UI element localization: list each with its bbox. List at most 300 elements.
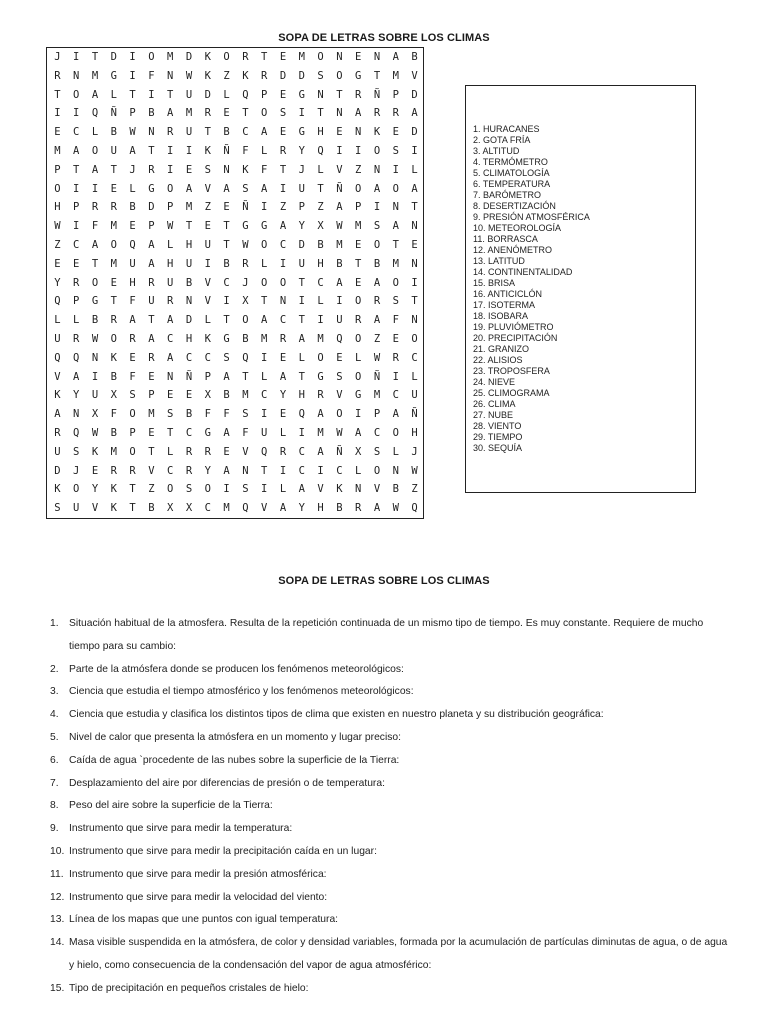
grid-letter: L	[355, 351, 362, 364]
grid-letter: W	[373, 351, 381, 364]
clue-number: 5.	[50, 731, 59, 743]
grid-letter: I	[355, 145, 362, 157]
grid-letter: Z	[279, 201, 287, 214]
grid-letter: R	[279, 445, 287, 458]
grid-letter: R	[185, 445, 193, 458]
grid-letter: E	[223, 445, 230, 458]
grid-letter: V	[373, 483, 381, 496]
grid-letter: I	[279, 182, 287, 195]
grid-letter: C	[392, 389, 399, 402]
grid-letter: T	[167, 88, 174, 101]
grid-letter: I	[261, 408, 268, 421]
grid-letter: D	[279, 69, 287, 82]
grid-letter: E	[392, 333, 399, 345]
word-list-item: 1. HURACANES	[473, 124, 540, 134]
grid-letter: K	[204, 69, 211, 82]
grid-letter: E	[91, 464, 99, 477]
clue-item	[50, 841, 730, 864]
grid-letter: A	[223, 370, 230, 383]
grid-letter: H	[317, 502, 324, 515]
grid-letter: X	[110, 389, 117, 402]
grid-letter: E	[279, 408, 287, 421]
grid-letter: P	[167, 201, 174, 214]
grid-letter: S	[373, 445, 381, 458]
grid-letter: B	[223, 257, 230, 270]
grid-letter: N	[336, 107, 343, 120]
grid-letter: A	[129, 314, 136, 327]
grid-letter: V	[242, 445, 249, 458]
clue-text: Tipo de precipitación en pequeños cristales de hielo:	[69, 982, 309, 994]
grid-letter: M	[392, 257, 399, 270]
grid-letter: K	[110, 351, 117, 364]
grid-letter: K	[110, 502, 117, 515]
grid-row	[47, 67, 423, 86]
grid-letter: I	[204, 257, 211, 270]
grid-letter: I	[73, 51, 80, 63]
grid-letter: A	[355, 427, 362, 439]
grid-letter: T	[148, 314, 155, 327]
grid-letter: C	[261, 389, 268, 402]
grid-letter: E	[54, 257, 61, 270]
clue-text: Ciencia que estudia y clasifica los distintos tipos de clima que existen en nuestro planeta y su distribución geográfica:	[69, 709, 604, 721]
clue-number: 15.	[50, 982, 65, 994]
grid-letter: W	[167, 220, 174, 233]
page-title: SOPA DE LETRAS SOBRE LOS CLIMAS	[278, 32, 490, 44]
grid-letter: I	[261, 483, 268, 496]
grid-letter: W	[336, 427, 343, 439]
grid-letter: E	[129, 351, 136, 364]
grid-letter: I	[129, 51, 136, 63]
grid-letter: P	[148, 220, 155, 233]
grid-letter: N	[279, 295, 287, 308]
grid-letter: O	[167, 483, 174, 496]
grid-letter: S	[242, 408, 249, 421]
grid-letter: H	[185, 333, 193, 345]
grid-letter: Y	[54, 276, 61, 289]
grid-letter: C	[73, 239, 80, 251]
word-list-item: 6. TEMPERATURA	[473, 179, 551, 189]
grid-letter: Z	[355, 163, 362, 176]
grid-letter: S	[185, 483, 193, 496]
grid-letter: M	[185, 201, 193, 214]
grid-letter: R	[392, 107, 399, 120]
grid-letter: T	[261, 295, 268, 308]
grid-letter: Y	[279, 389, 287, 402]
grid-letter: L	[167, 239, 174, 251]
grid-letter: H	[129, 276, 136, 289]
grid-letter: D	[110, 51, 117, 63]
grid-letter: G	[110, 69, 117, 82]
word-list-item: 27. NUBE	[473, 410, 514, 420]
grid-letter: M	[185, 107, 193, 120]
grid-letter: O	[110, 333, 117, 345]
grid-letter: R	[129, 333, 136, 345]
grid-letter: V	[317, 483, 324, 496]
grid-letter: N	[167, 69, 174, 82]
grid-letter: A	[411, 182, 418, 195]
grid-letter: T	[91, 51, 99, 63]
grid-row	[47, 86, 423, 105]
grid-letter: B	[336, 257, 343, 270]
grid-letter: A	[373, 502, 381, 515]
word-list-item: 10. METEOROLOGÍA	[473, 223, 562, 233]
grid-letter: R	[279, 333, 287, 345]
grid-letter: I	[317, 314, 324, 327]
grid-letter: I	[279, 257, 287, 270]
grid-letter: L	[167, 445, 174, 458]
grid-letter: N	[392, 201, 399, 214]
grid-letter: L	[279, 427, 287, 439]
grid-letter: V	[148, 464, 155, 477]
grid-letter: H	[167, 257, 174, 270]
grid-letter: I	[223, 483, 230, 496]
grid-row	[47, 48, 423, 67]
grid-letter: I	[73, 182, 80, 195]
word-list-item: 2. GOTA FRÍA	[473, 135, 531, 145]
clue-number: 3.	[50, 686, 59, 698]
grid-letter: A	[185, 182, 193, 195]
grid-letter: A	[148, 239, 155, 251]
grid-letter: I	[148, 88, 155, 101]
clue-list	[50, 613, 730, 1001]
grid-letter: T	[411, 201, 418, 214]
grid-letter: I	[185, 145, 193, 157]
grid-letter: O	[261, 276, 268, 289]
grid-letter: Ñ	[223, 145, 230, 157]
grid-letter: Q	[242, 502, 249, 515]
grid-letter: E	[73, 257, 80, 270]
grid-letter: Z	[317, 201, 324, 214]
grid-letter: E	[148, 427, 155, 439]
grid-row	[47, 161, 423, 180]
grid-letter: R	[242, 257, 249, 270]
grid-letter: E	[411, 239, 418, 251]
grid-letter: D	[298, 239, 305, 251]
grid-letter: C	[167, 333, 174, 345]
grid-letter: K	[54, 483, 61, 496]
grid-letter: I	[91, 182, 99, 195]
grid-letter: M	[373, 389, 381, 402]
grid-row	[47, 217, 423, 236]
word-list-item: 18. ISOBARA	[473, 311, 529, 321]
grid-letter: J	[129, 163, 136, 176]
word-list-item: 15. BRISA	[473, 278, 516, 288]
grid-letter: K	[204, 145, 211, 157]
word-list-item: 29. TIEMPO	[473, 432, 523, 442]
clue-text: Parte de la atmósfera donde se producen los fenómenos meteorológicos:	[69, 663, 404, 675]
grid-letter: T	[148, 445, 155, 458]
grid-letter: T	[223, 220, 230, 233]
grid-letter: C	[411, 351, 418, 364]
grid-letter: J	[54, 51, 61, 63]
grid-letter: N	[411, 314, 418, 327]
grid-letter: T	[110, 295, 117, 308]
grid-letter: C	[204, 351, 211, 364]
grid-letter: E	[279, 126, 287, 139]
grid-letter: T	[317, 182, 324, 195]
grid-letter: K	[204, 333, 211, 345]
grid-letter: N	[91, 351, 99, 364]
grid-letter: O	[91, 276, 99, 289]
grid-letter: A	[148, 257, 155, 270]
grid-letter: S	[204, 163, 211, 176]
grid-letter: D	[185, 51, 193, 63]
clue-text: Caída de agua `procedente de las nubes sobre la superficie de la Tierra:	[69, 754, 400, 766]
grid-letter: H	[54, 201, 61, 214]
grid-letter: V	[204, 295, 211, 308]
grid-letter: T	[129, 502, 136, 515]
grid-letter: L	[411, 163, 418, 176]
grid-letter: V	[91, 502, 99, 515]
grid-letter: T	[223, 239, 230, 251]
word-list	[473, 124, 590, 454]
grid-row	[47, 180, 423, 199]
grid-letter: W	[336, 220, 343, 233]
clue-item	[50, 978, 730, 1001]
grid-letter: M	[317, 333, 324, 345]
grid-letter: L	[298, 351, 305, 364]
word-list-item: 16. ANTICICLÓN	[473, 289, 543, 299]
grid-letter: O	[261, 239, 268, 251]
clue-number: 11.	[50, 868, 64, 880]
grid-letter: W	[242, 239, 249, 251]
grid-letter: Ñ	[336, 445, 343, 458]
grid-letter: V	[204, 182, 211, 195]
word-list-item: 13. LATITUD	[473, 256, 525, 266]
grid-letter: O	[317, 51, 324, 63]
grid-letter: S	[392, 295, 399, 308]
grid-letter: T	[336, 88, 343, 101]
grid-letter: B	[373, 257, 381, 270]
grid-letter: L	[261, 145, 268, 157]
clue-number: 9.	[50, 823, 59, 835]
grid-letter: Q	[129, 239, 136, 251]
grid-letter: O	[204, 483, 211, 496]
grid-letter: E	[223, 201, 230, 214]
grid-letter: I	[54, 107, 61, 120]
word-list-item: 24. NIEVE	[473, 377, 516, 387]
grid-letter: Z	[54, 239, 61, 251]
grid-letter: T	[91, 257, 99, 270]
grid-letter: B	[110, 126, 117, 139]
grid-letter: E	[167, 389, 174, 402]
grid-letter: A	[373, 182, 381, 195]
grid-letter: X	[204, 389, 211, 402]
grid-letter: W	[54, 220, 61, 233]
clue-text: Instrumento que sirve para medir la precipitación caída en un lugar:	[69, 845, 377, 857]
grid-letter: A	[392, 51, 399, 63]
grid-letter: Q	[73, 427, 80, 439]
clue-number: 10.	[50, 845, 65, 857]
grid-letter: I	[298, 107, 305, 120]
grid-letter: K	[242, 163, 249, 176]
grid-letter: N	[148, 126, 155, 139]
grid-letter: Z	[204, 201, 211, 214]
grid-letter: D	[411, 126, 418, 139]
grid-letter: F	[110, 408, 117, 421]
grid-letter: M	[336, 239, 343, 251]
word-list-item: 22. ALISIOS	[473, 355, 523, 365]
grid-letter: O	[129, 445, 136, 458]
grid-row	[47, 424, 423, 443]
grid-letter: W	[185, 69, 193, 82]
grid-letter: O	[373, 464, 381, 477]
grid-letter: J	[298, 163, 305, 176]
grid-letter: R	[279, 145, 287, 157]
grid-letter: O	[355, 370, 362, 383]
grid-letter: R	[148, 351, 155, 364]
grid-letter: I	[373, 201, 381, 214]
grid-letter: I	[298, 295, 305, 308]
clue-item	[50, 659, 730, 682]
grid-letter: J	[73, 464, 80, 477]
word-search-grid	[46, 47, 424, 519]
grid-letter: I	[298, 427, 305, 439]
word-list-item: 26. CLIMA	[473, 399, 516, 409]
grid-letter: U	[185, 257, 193, 270]
grid-letter: H	[185, 239, 193, 251]
grid-letter: T	[373, 69, 381, 82]
grid-letter: A	[317, 445, 324, 458]
grid-letter: M	[54, 145, 61, 157]
grid-letter: N	[373, 163, 381, 176]
grid-letter: G	[355, 389, 362, 402]
grid-letter: C	[317, 276, 324, 289]
grid-letter: T	[411, 295, 418, 308]
grid-letter: H	[411, 427, 418, 439]
grid-letter: I	[392, 370, 399, 383]
grid-letter: N	[392, 464, 399, 477]
grid-letter: P	[373, 408, 381, 421]
section-title: SOPA DE LETRAS SOBRE LOS CLIMAS	[278, 575, 490, 587]
grid-letter: A	[73, 370, 80, 383]
grid-letter: T	[279, 163, 287, 176]
grid-letter: I	[279, 464, 287, 477]
grid-letter: D	[54, 464, 61, 477]
grid-letter: A	[355, 107, 362, 120]
clue-item	[50, 750, 730, 773]
clue-number: 6.	[50, 754, 59, 766]
grid-letter: U	[73, 502, 80, 515]
clue-item	[50, 681, 730, 704]
word-list-item: 11. BORRASCA	[473, 234, 538, 244]
clue-text: Peso del aire sobre la superficie de la Tierra:	[69, 800, 273, 812]
grid-letter: M	[242, 389, 249, 402]
grid-letter: T	[148, 145, 155, 157]
grid-letter: L	[261, 370, 268, 383]
word-list-item: 25. CLIMOGRAMA	[473, 388, 550, 398]
grid-letter: Q	[73, 351, 80, 364]
grid-letter: K	[54, 389, 61, 402]
grid-row	[47, 386, 423, 405]
grid-letter: N	[411, 220, 418, 233]
grid-letter: P	[392, 88, 399, 101]
grid-letter: R	[373, 295, 381, 308]
grid-letter: L	[317, 295, 324, 308]
grid-letter: T	[298, 314, 305, 327]
grid-letter: N	[355, 483, 362, 496]
grid-letter: R	[148, 163, 155, 176]
grid-letter: B	[129, 201, 136, 214]
grid-letter: T	[167, 427, 174, 439]
grid-letter: Z	[373, 333, 381, 345]
grid-letter: U	[167, 276, 174, 289]
grid-letter: N	[336, 51, 343, 63]
grid-letter: G	[91, 295, 99, 308]
word-list-item: 12. ANENÓMETRO	[473, 245, 553, 255]
grid-letter: X	[355, 445, 362, 458]
grid-letter: M	[392, 69, 399, 82]
grid-letter: L	[279, 483, 287, 496]
grid-letter: Q	[261, 445, 268, 458]
grid-letter: A	[223, 427, 230, 439]
grid-letter: I	[261, 201, 268, 214]
grid-letter: O	[73, 483, 80, 496]
grid-letter: F	[223, 408, 230, 421]
grid-letter: F	[242, 427, 249, 439]
grid-letter: G	[223, 333, 230, 345]
grid-letter: G	[355, 69, 362, 82]
word-list-item: 14. CONTINENTALIDAD	[473, 267, 573, 277]
grid-letter: P	[129, 107, 136, 120]
grid-letter: F	[204, 408, 211, 421]
grid-letter: I	[336, 145, 343, 157]
grid-letter: U	[261, 427, 268, 439]
grid-letter: B	[223, 389, 230, 402]
grid-letter: O	[148, 51, 155, 63]
grid-letter: C	[373, 427, 381, 439]
grid-letter: W	[91, 427, 99, 439]
grid-letter: E	[223, 107, 230, 120]
grid-letter: O	[110, 239, 117, 251]
grid-letter: V	[54, 370, 61, 383]
grid-letter: D	[204, 88, 211, 101]
clue-item	[50, 932, 730, 978]
grid-letter: R	[148, 276, 155, 289]
grid-letter: A	[148, 333, 155, 345]
grid-letter: L	[261, 257, 268, 270]
grid-letter: C	[185, 351, 193, 364]
grid-letter: U	[91, 389, 99, 402]
grid-letter: B	[242, 333, 249, 345]
grid-letter: X	[242, 295, 249, 308]
grid-letter: P	[73, 201, 80, 214]
grid-letter: T	[317, 107, 324, 120]
grid-letter: O	[223, 51, 230, 63]
word-list-item: 20. PRECIPITACIÓN	[473, 333, 558, 343]
grid-letter: N	[317, 88, 324, 101]
grid-letter: F	[129, 370, 136, 383]
word-list-item: 17. ISOTERMA	[473, 300, 536, 310]
grid-letter: G	[298, 88, 305, 101]
grid-letter: W	[392, 502, 399, 515]
clue-item	[50, 864, 730, 887]
grid-letter: Y	[298, 220, 305, 233]
grid-letter: P	[204, 370, 211, 383]
grid-letter: A	[91, 88, 99, 101]
grid-letter: E	[129, 220, 136, 233]
grid-letter: M	[110, 445, 117, 458]
grid-letter: K	[336, 483, 343, 496]
grid-letter: R	[73, 276, 80, 289]
grid-letter: E	[336, 126, 343, 139]
grid-letter: T	[129, 483, 136, 496]
grid-letter: I	[317, 464, 324, 477]
grid-letter: B	[148, 107, 155, 120]
grid-row	[47, 123, 423, 142]
grid-letter: Q	[242, 351, 249, 364]
grid-letter: K	[91, 445, 99, 458]
